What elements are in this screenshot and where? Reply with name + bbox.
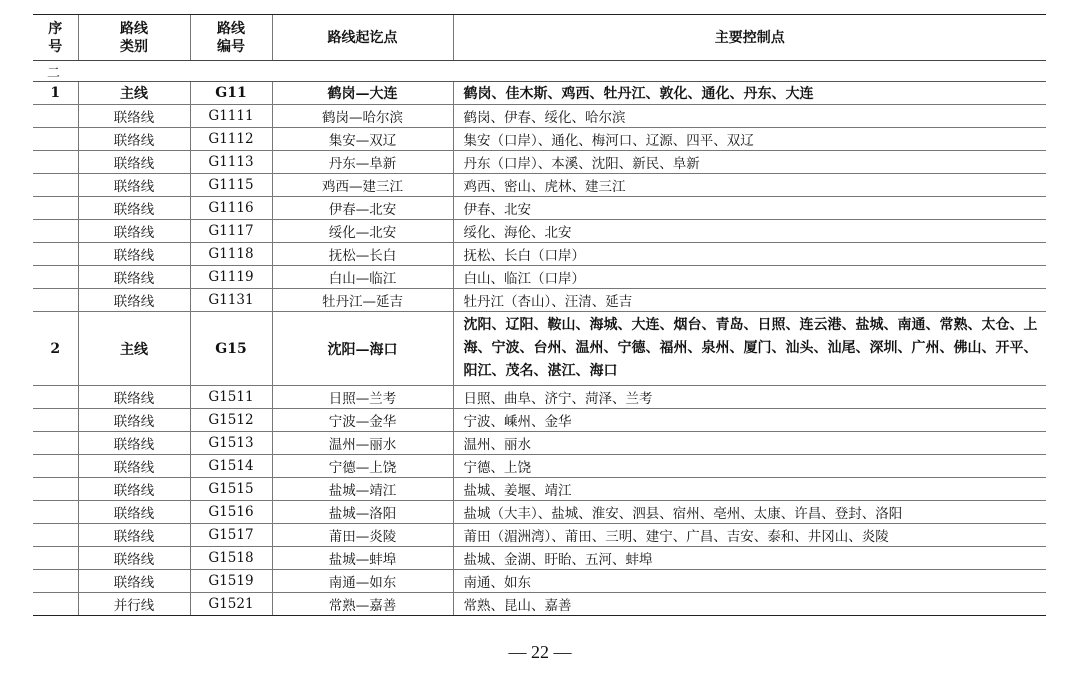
row-control-points: 丹东（口岸）、本溪、沈阳、新民、阜新	[453, 151, 1046, 174]
row-type: 联络线	[78, 455, 190, 478]
row-code: G1119	[190, 266, 272, 289]
row-control-points: 鸡西、密山、虎林、建三江	[453, 174, 1046, 197]
row-type: 联络线	[78, 478, 190, 501]
row-endpoints: 宁德—上饶	[272, 455, 453, 478]
row-seq: 1	[33, 82, 78, 105]
group-label: 二	[33, 61, 1046, 82]
header-seq	[33, 15, 78, 61]
row-code: G1511	[190, 386, 272, 409]
table-row	[33, 455, 1046, 478]
row-type: 联络线	[78, 570, 190, 593]
row-type: 联络线	[78, 197, 190, 220]
row-control-points: 牡丹江（杏山）、汪清、延吉	[453, 289, 1046, 312]
table-row	[33, 593, 1046, 616]
row-type: 联络线	[78, 409, 190, 432]
row-control-points: 日照、曲阜、济宁、菏泽、兰考	[453, 386, 1046, 409]
header-type	[78, 15, 190, 61]
row-seq	[33, 547, 78, 570]
row-code: G1117	[190, 220, 272, 243]
row-seq	[33, 266, 78, 289]
row-endpoints: 伊春—北安	[272, 197, 453, 220]
row-endpoints: 丹东—阜新	[272, 151, 453, 174]
table-row	[33, 478, 1046, 501]
row-seq	[33, 386, 78, 409]
table-row	[33, 501, 1046, 524]
row-seq	[33, 409, 78, 432]
table-row	[33, 128, 1046, 151]
header-ends: 路线起讫点	[272, 15, 453, 61]
table-header	[33, 15, 1046, 61]
row-control-points: 温州、丽水	[453, 432, 1046, 455]
row-type: 联络线	[78, 524, 190, 547]
row-type: 联络线	[78, 128, 190, 151]
table-row	[33, 289, 1046, 312]
row-control-points: 鹤岗、佳木斯、鸡西、牡丹江、敦化、通化、丹东、大连	[453, 82, 1046, 105]
row-seq	[33, 501, 78, 524]
row-seq	[33, 128, 78, 151]
row-type: 并行线	[78, 593, 190, 616]
row-seq	[33, 197, 78, 220]
row-code: G1512	[190, 409, 272, 432]
row-code: G1519	[190, 570, 272, 593]
table-row	[33, 547, 1046, 570]
row-endpoints: 集安—双辽	[272, 128, 453, 151]
row-code: G1131	[190, 289, 272, 312]
row-seq	[33, 593, 78, 616]
row-control-points: 常熟、昆山、嘉善	[453, 593, 1046, 616]
row-control-points: 南通、如东	[453, 570, 1046, 593]
row-endpoints: 绥化—北安	[272, 220, 453, 243]
row-control-points: 盐城、姜堰、靖江	[453, 478, 1046, 501]
row-code: G1513	[190, 432, 272, 455]
row-code: G15	[190, 312, 272, 386]
table-row	[33, 151, 1046, 174]
row-control-points: 白山、临江（口岸）	[453, 266, 1046, 289]
row-endpoints: 鹤岗—大连	[272, 82, 453, 105]
row-type: 联络线	[78, 220, 190, 243]
page-number: — 22 —	[508, 642, 572, 662]
table-row	[33, 432, 1046, 455]
row-code: G1514	[190, 455, 272, 478]
row-endpoints: 沈阳—海口	[272, 312, 453, 386]
row-control-points: 伊春、北安	[453, 197, 1046, 220]
row-control-points: 集安（口岸）、通化、梅河口、辽源、四平、双辽	[453, 128, 1046, 151]
table-row	[33, 266, 1046, 289]
row-endpoints: 宁波—金华	[272, 409, 453, 432]
row-endpoints: 鹤岗—哈尔滨	[272, 105, 453, 128]
table-row	[33, 174, 1046, 197]
header-seq-text: 序 号	[48, 20, 63, 55]
header-code-text: 路线 编号	[217, 20, 245, 55]
row-type: 联络线	[78, 386, 190, 409]
table-row	[33, 570, 1046, 593]
table-row	[33, 312, 1046, 386]
group-row	[33, 61, 1046, 82]
table-row	[33, 82, 1046, 105]
row-type: 联络线	[78, 501, 190, 524]
row-control-points: 沈阳、辽阳、鞍山、海城、大连、烟台、青岛、日照、连云港、盐城、南通、常熟、太仓、上海、宁波、台州、温州、宁德、福州、泉州、厦门、汕头、汕尾、深圳、广州、佛山、开平、阳江、茂名、湛江、海口	[453, 312, 1046, 386]
row-control-points: 抚松、长白（口岸）	[453, 243, 1046, 266]
row-seq	[33, 478, 78, 501]
row-type: 联络线	[78, 243, 190, 266]
table-row	[33, 243, 1046, 266]
row-seq	[33, 243, 78, 266]
row-endpoints: 莆田—炎陵	[272, 524, 453, 547]
row-code: G1515	[190, 478, 272, 501]
row-type: 主线	[78, 312, 190, 386]
header-ctrl: 主要控制点	[453, 15, 1046, 61]
row-type: 联络线	[78, 105, 190, 128]
row-endpoints: 白山—临江	[272, 266, 453, 289]
row-code: G1516	[190, 501, 272, 524]
route-table	[33, 14, 1046, 616]
row-type: 联络线	[78, 151, 190, 174]
row-endpoints: 盐城—靖江	[272, 478, 453, 501]
row-code: G11	[190, 82, 272, 105]
row-seq	[33, 174, 78, 197]
row-code: G1518	[190, 547, 272, 570]
row-code: G1115	[190, 174, 272, 197]
row-control-points: 鹤岗、伊春、绥化、哈尔滨	[453, 105, 1046, 128]
row-endpoints: 牡丹江—延吉	[272, 289, 453, 312]
row-seq	[33, 220, 78, 243]
row-code: G1118	[190, 243, 272, 266]
header-code	[190, 15, 272, 61]
row-endpoints: 盐城—洛阳	[272, 501, 453, 524]
table-row	[33, 524, 1046, 547]
row-seq: 2	[33, 312, 78, 386]
row-type: 联络线	[78, 547, 190, 570]
row-control-points: 绥化、海伦、北安	[453, 220, 1046, 243]
row-type: 主线	[78, 82, 190, 105]
row-seq	[33, 524, 78, 547]
row-endpoints: 常熟—嘉善	[272, 593, 453, 616]
row-code: G1111	[190, 105, 272, 128]
row-seq	[33, 455, 78, 478]
table-row	[33, 386, 1046, 409]
table-row	[33, 409, 1046, 432]
row-seq	[33, 105, 78, 128]
row-type: 联络线	[78, 174, 190, 197]
row-endpoints: 温州—丽水	[272, 432, 453, 455]
table-row	[33, 220, 1046, 243]
row-code: G1112	[190, 128, 272, 151]
row-control-points: 盐城、金湖、盱眙、五河、蚌埠	[453, 547, 1046, 570]
row-control-points: 宁德、上饶	[453, 455, 1046, 478]
row-code: G1116	[190, 197, 272, 220]
row-type: 联络线	[78, 432, 190, 455]
row-type: 联络线	[78, 266, 190, 289]
row-endpoints: 抚松—长白	[272, 243, 453, 266]
row-seq	[33, 432, 78, 455]
table-row	[33, 197, 1046, 220]
row-control-points: 莆田（湄洲湾）、莆田、三明、建宁、广昌、吉安、泰和、井冈山、炎陵	[453, 524, 1046, 547]
row-endpoints: 鸡西—建三江	[272, 174, 453, 197]
table-row	[33, 105, 1046, 128]
row-seq	[33, 570, 78, 593]
row-endpoints: 盐城—蚌埠	[272, 547, 453, 570]
row-control-points: 盐城（大丰）、盐城、淮安、泗县、宿州、亳州、太康、许昌、登封、洛阳	[453, 501, 1046, 524]
row-control-points: 宁波、嵊州、金华	[453, 409, 1046, 432]
row-endpoints: 日照—兰考	[272, 386, 453, 409]
table-body	[33, 61, 1046, 616]
row-code: G1521	[190, 593, 272, 616]
row-endpoints: 南通—如东	[272, 570, 453, 593]
header-type-text: 路线 类别	[120, 20, 148, 55]
row-code: G1113	[190, 151, 272, 174]
row-code: G1517	[190, 524, 272, 547]
row-seq	[33, 151, 78, 174]
row-type: 联络线	[78, 289, 190, 312]
row-seq	[33, 289, 78, 312]
